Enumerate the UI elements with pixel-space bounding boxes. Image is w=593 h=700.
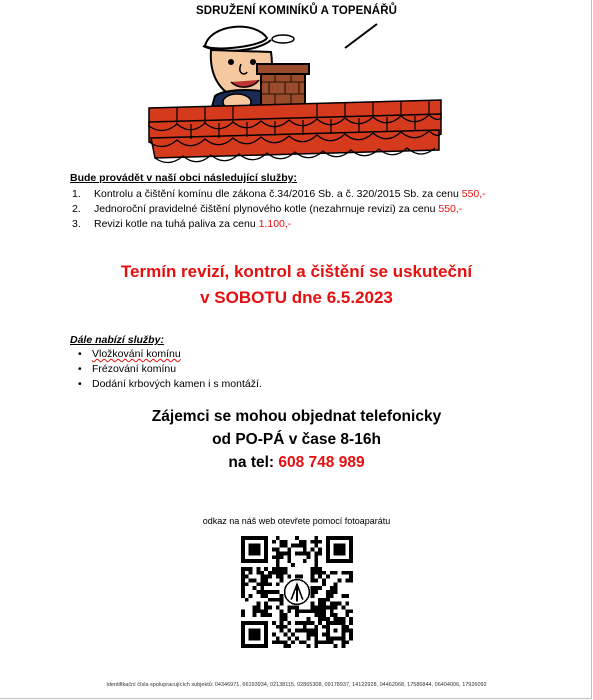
chimney-sweep-illustration [145, 18, 445, 168]
more-services-heading: Dále nabízí služby: [70, 334, 164, 346]
list-item-text: Revizi kotle na tuhá paliva za cenu [94, 218, 259, 230]
price: 550,- [438, 203, 463, 215]
footer-ids: Identifikační čísla spolupracujících subjektů: 04346971, 66193934, 02138115, 02865308, 09178937, 14122928, 04462068, 17586844, 06404006, 17926092 [106, 682, 487, 688]
list-item [72, 217, 486, 232]
contact-line-2: od PO-PÁ v čase 8-16h [212, 431, 381, 448]
list-item-text: Dodání krbových kamen i s montáží. [92, 378, 262, 390]
term-line-1: Termín revizí, kontrol a čištění se uskuteční [120, 262, 473, 281]
list-item [72, 202, 486, 217]
page-title: SDRUŽENÍ KOMINÍKŮ A TOPENÁŘŮ [195, 5, 398, 17]
phone-prefix: na tel: [228, 454, 279, 471]
list-item [78, 377, 262, 392]
services-list [72, 187, 486, 232]
price: 1.100,- [258, 218, 292, 230]
list-item [78, 347, 262, 362]
qr-caption: odkaz na náš web otevřete pomocí fotoaparátu [202, 516, 391, 526]
list-item-text: Kontrolu a čištění komínu dle zákona č.34/2016 Sb. a č. 320/2015 Sb. za cenu [94, 188, 462, 200]
price: 550,- [461, 188, 486, 200]
list-item-number: 1. [72, 188, 81, 200]
phone-number: 608 748 989 [278, 454, 365, 471]
qr-code[interactable] [241, 536, 353, 648]
contact-line-1: Zájemci se mohou objednat telefonicky [151, 408, 442, 425]
list-item [78, 362, 262, 377]
bullet-icon: • [78, 363, 82, 375]
list-item [72, 187, 486, 202]
list-item-text: Frézování komínu [92, 363, 177, 375]
services-heading: Bude provádět v naší obci následující služby: [70, 172, 297, 184]
list-item-text: Jednoroční pravidelné čištění plynového kotle (nezahrnuje revizi) za cenu [94, 203, 439, 215]
list-item-text: Vložkování komínu [92, 348, 181, 360]
term-line-2: v SOBOTU dne 6.5.2023 [200, 288, 393, 307]
list-item-number: 3. [72, 218, 81, 230]
list-item-number: 2. [72, 203, 81, 215]
bullet-icon: • [78, 348, 82, 360]
contact-line-3 [0, 454, 593, 472]
more-services-list [78, 347, 262, 392]
bullet-icon: • [78, 378, 82, 390]
